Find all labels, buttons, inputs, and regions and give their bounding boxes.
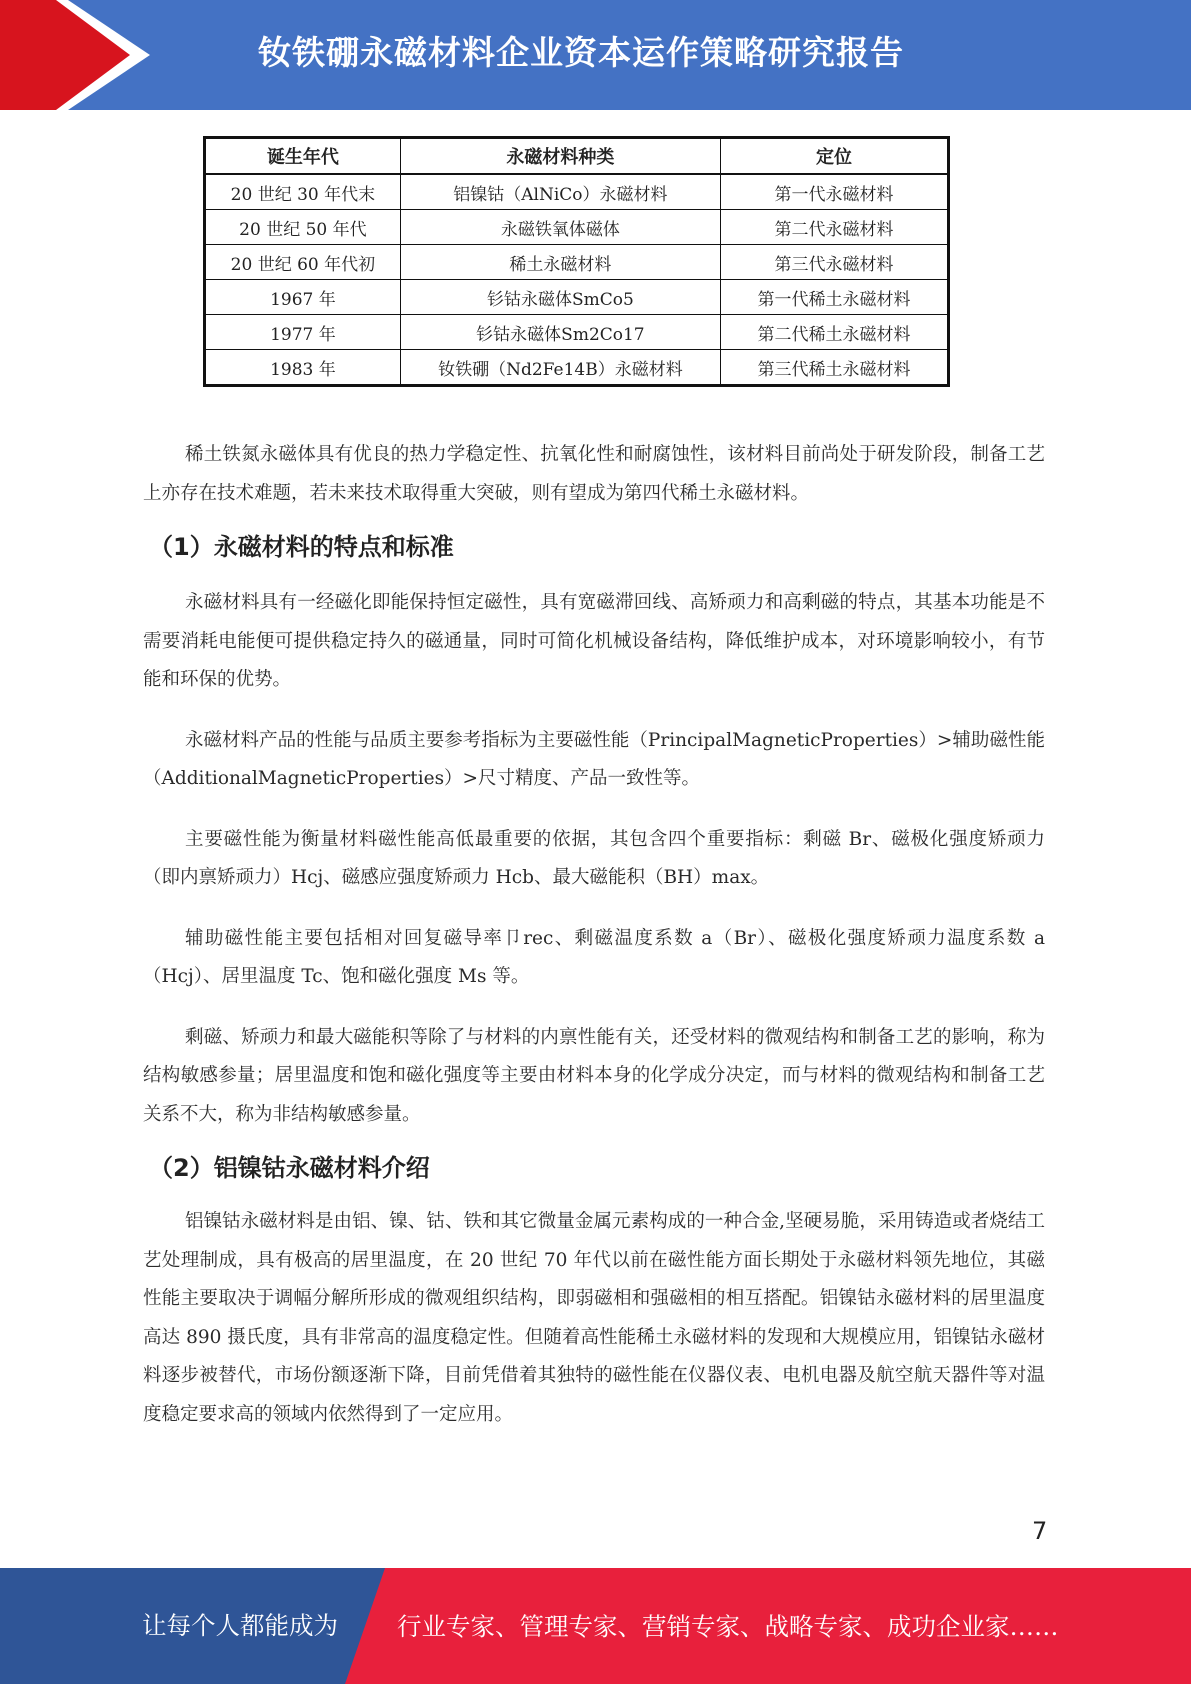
- table-header-row: [205, 138, 949, 175]
- table-cell: 永磁铁氧体磁体: [400, 210, 720, 245]
- table-row: [205, 245, 949, 280]
- footer-slogan-right: 行业专家、管理专家、营销专家、战略专家、成功企业家……: [397, 1612, 1059, 1641]
- column-header: 定位: [721, 138, 949, 175]
- report-title: 钕铁硼永磁材料企业资本运作策略研究报告: [258, 33, 904, 72]
- table-cell: 第二代稀土永磁材料: [721, 315, 949, 350]
- table-cell: 第一代永磁材料: [721, 174, 949, 210]
- table-cell: 钐钴永磁体Sm2Co17: [400, 315, 720, 350]
- table-row: [205, 350, 949, 386]
- table-cell: 第二代永磁材料: [721, 210, 949, 245]
- paragraph: 永磁材料产品的性能与品质主要参考指标为主要磁性能（PrincipalMagneticProperties）>辅助磁性能（AdditionalMagneticProperties）>尺寸精度、产品一致性等。: [143, 729, 1045, 789]
- paragraph: 永磁材料具有一经磁化即能保持恒定磁性，具有宽磁滞回线、高矫顽力和高剩磁的特点，其基本功能是不需要消耗电能便可提供稳定持久的磁通量，同时可简化机械设备结构，降低维护成本，对环境影响较小，有节能和环保的优势。: [143, 592, 1045, 690]
- header-arrow-decoration: [0, 0, 150, 110]
- section-heading: （2）铝镍钴永磁材料介绍: [149, 1154, 430, 1182]
- table-cell: 钐钴永磁体SmCo5: [400, 280, 720, 315]
- column-header: 永磁材料种类: [400, 138, 720, 175]
- paragraph: 辅助磁性能主要包括相对回复磁导率卩rec、剩磁温度系数 a（Br）、磁极化强度矫顽力温度系数 a（Hcj）、居里温度 Tc、饱和磁化强度 Ms 等。: [143, 927, 1045, 987]
- column-header: 诞生年代: [205, 138, 401, 175]
- footer-slogan-left: 让每个人都能成为: [142, 1611, 338, 1640]
- table-row: [205, 210, 949, 245]
- table-cell: 第三代稀土永磁材料: [721, 350, 949, 386]
- table-cell: 铝镍钴（AlNiCo）永磁材料: [400, 174, 720, 210]
- table-cell: 20 世纪 60 年代初: [205, 245, 401, 280]
- paragraph: 稀土铁氮永磁体具有优良的热力学稳定性、抗氧化性和耐腐蚀性，该材料目前尚处于研发阶段，制备工艺上亦存在技术难题，若未来技术取得重大突破，则有望成为第四代稀土永磁材料。: [143, 444, 1045, 504]
- paragraph: 主要磁性能为衡量材料磁性能高低最重要的依据，其包含四个重要指标：剩磁 Br、磁极化强度矫顽力（即内禀矫顽力）Hcj、磁感应强度矫顽力 Hcb、最大磁能积（BH）max。: [143, 828, 1045, 888]
- page-header: [0, 0, 1191, 110]
- table-cell: 20 世纪 30 年代末: [205, 174, 401, 210]
- paragraph: 铝镍钴永磁材料是由铝、镍、钴、铁和其它微量金属元素构成的一种合金,坚硬易脆，采用铸造或者烧结工艺处理制成，具有极高的居里温度，在 20 世纪 70 年代以前在磁性能方面长期处于永磁材料领先地位，其磁性能主要取决于调幅分解所形成的微观组织结构，即弱磁相和强磁相的相互搭配。铝镍钴永磁材料的居里温度高达 890 摄氏度，具有非常高的温度稳定性。但随着高性能稀土永磁材料的发现和大规模应用，铝镍钴永磁材料逐步被替代，市场份额逐渐下降，目前凭借着其独特的磁性能在仪器仪表、电机电器及航空航天器件等对温度稳定要求高的领域内依然得到了一定应用。: [143, 1211, 1045, 1425]
- page-number: 7: [1032, 1517, 1048, 1545]
- table-row: [205, 280, 949, 315]
- table-cell: 20 世纪 50 年代: [205, 210, 401, 245]
- table-cell: 1967 年: [205, 280, 401, 315]
- table-cell: 第一代稀土永磁材料: [721, 280, 949, 315]
- table-cell: 钕铁硼（Nd2Fe14B）永磁材料: [400, 350, 720, 386]
- table-row: [205, 315, 949, 350]
- table-cell: 1977 年: [205, 315, 401, 350]
- table-row: [205, 174, 949, 210]
- paragraph: 剩磁、矫顽力和最大磁能积等除了与材料的内禀性能有关，还受材料的微观结构和制备工艺的影响，称为结构敏感参量；居里温度和饱和磁化强度等主要由材料本身的化学成分决定，而与材料的微观结构和制备工艺关系不大，称为非结构敏感参量。: [143, 1026, 1045, 1125]
- generations-table-container: [203, 136, 950, 387]
- section-heading: （1）永磁材料的特点和标准: [149, 533, 454, 561]
- table-cell: 1983 年: [205, 350, 401, 386]
- report-body: [143, 436, 1045, 1434]
- table-cell: 稀土永磁材料: [400, 245, 720, 280]
- page-footer: [0, 1568, 1191, 1684]
- table-cell: 第三代永磁材料: [721, 245, 949, 280]
- magnet-generations-table: [203, 136, 950, 387]
